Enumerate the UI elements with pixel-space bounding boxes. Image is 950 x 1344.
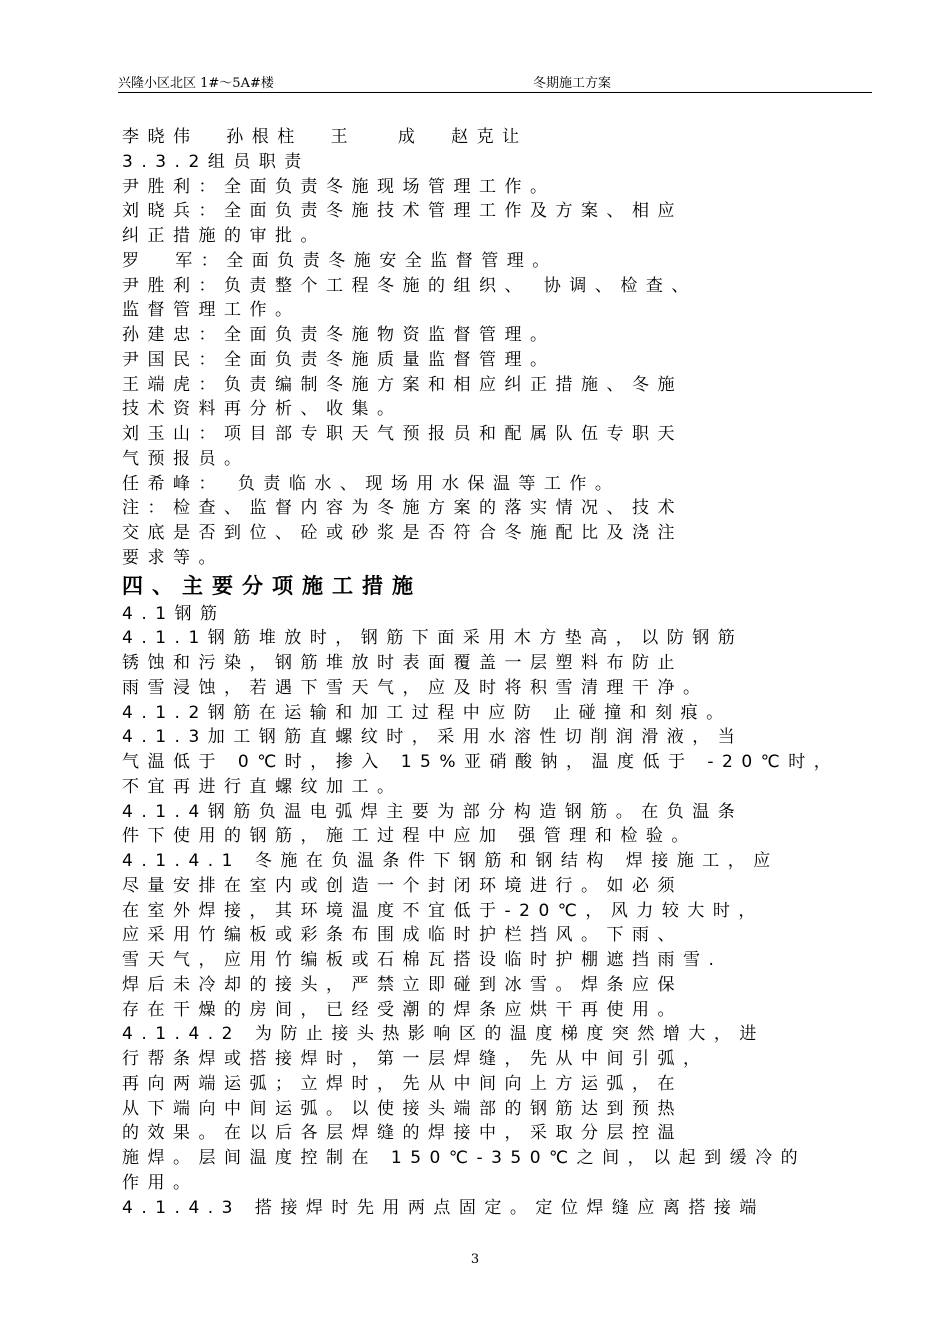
page-number: 3 <box>470 1252 480 1267</box>
section-line: 雨雪浸蚀，若遇下雪天气，应及时将积雪清理干净。 <box>122 677 709 698</box>
section-line: 4.1.3加工钢筋直螺纹时，采用水溶性切削润滑液，当 <box>122 727 744 748</box>
body-line: 纠正措施的审批。 <box>122 226 326 246</box>
section-line: 不宜再进行直螺纹加工。 <box>122 776 403 797</box>
section-line: 气温低于 0℃时，掺入 15%亚硝酸钠，温度低于 -20℃时， <box>122 752 840 772</box>
section-line: 的效果。在以后各层焊缝的焊接中，采取分层控温 <box>122 1123 683 1144</box>
body-line: 技术资料再分析、收集。 <box>122 399 403 420</box>
section-line: 4.1.1钢筋堆放时，钢筋下面采用木方垫高，以防钢筋 <box>122 628 744 649</box>
body-line: 注：检查、监督内容为冬施方案的落实情况、技术 <box>122 498 683 519</box>
body-line: 罗 军：全面负责冬施安全监督管理。 <box>122 250 558 271</box>
body-line: 任希峰： 负责临水、现场用水保温等工作。 <box>122 473 621 494</box>
section-heading: 四、主要分项施工措施 <box>122 573 422 598</box>
body-line: 要求等。 <box>122 547 224 568</box>
section-line: 尽量安排在室内或创造一个封闭环境进行。如必须 <box>122 875 683 896</box>
section-line: 焊后未冷却的接头，严禁立即碰到冰雪。焊条应保 <box>122 974 683 995</box>
body-line: 王端虎：负责编制冬施方案和相应纠正措施、冬施 <box>122 374 683 395</box>
section-line: 再向两端运弧；立焊时，先从中间向上方运弧，在 <box>122 1073 683 1094</box>
body-line: 尹胜利：负责整个工程冬施的组织、 协调、检查、 <box>122 275 697 296</box>
page-header <box>118 70 872 93</box>
body-line: 尹胜利：全面负责冬施现场管理工作。 <box>122 176 556 197</box>
section-line: 4.1.4钢筋负温电弧焊主要为部分构造钢筋。在负温条 <box>122 801 744 822</box>
section-line: 4.1.4.1 冬施在负温条件下钢筋和钢结构 焊接施工，应 <box>122 851 779 871</box>
header-document-title: 冬期施工方案 <box>533 76 612 91</box>
section-line: 4.1.2钢筋在运输和加工过程中应防 止碰撞和刻痕。 <box>122 702 732 723</box>
section-line: 施焊。层间温度控制在 150℃-350℃之间，以起到缓冷的 <box>122 1148 807 1168</box>
document-body <box>122 125 872 1220</box>
body-line: 交底是否到位、砼或砂浆是否符合冬施配比及浇注 <box>122 523 683 543</box>
section-line: 雪天气，应用竹编板或石棉瓦搭设临时护棚遮挡雨雪. <box>122 950 723 970</box>
body-line: 孙建忠：全面负责冬施物资监督管理。 <box>122 325 556 345</box>
section-line: 应采用竹编板或彩条布围成临时护栏挡风。下雨、 <box>122 925 683 946</box>
section-line: 在室外焊接，其环境温度不宜低于-20℃，风力较大时， <box>122 900 764 921</box>
header-project-name: 兴隆小区北区 1#～5A#楼 <box>118 76 274 91</box>
body-line: 监督管理工作。 <box>122 300 301 321</box>
section-line: 件下使用的钢筋，施工过程中应加 强管理和检验。 <box>122 826 697 847</box>
section-line: 作用。 <box>122 1172 199 1193</box>
section-line: 存在干燥的房间，已经受潮的焊条应烘干再使用。 <box>122 999 683 1020</box>
section-line: 4.1钢筋 <box>122 603 226 624</box>
body-line: 3.3.2组员职责 <box>122 151 310 172</box>
body-line: 刘晓兵：全面负责冬施技术管理工作及方案、相应 <box>122 201 683 222</box>
section-line: 4.1.4.3 搭接焊时先用两点固定。定位焊缝应离搭接端 <box>122 1197 765 1218</box>
body-line: 刘玉山：项目部专职天气预报员和配属队伍专职天 <box>122 424 683 444</box>
body-line: 李晓伟 孙根柱 王 成 赵克让 <box>122 127 528 147</box>
body-line: 气预报员。 <box>122 448 250 469</box>
section-line: 锈蚀和污染，钢筋堆放时表面覆盖一层塑料布防止 <box>122 653 683 673</box>
section-line: 从下端向中间运弧。以使接头端部的钢筋达到预热 <box>122 1098 683 1119</box>
body-line: 尹国民：全面负责冬施质量监督管理。 <box>122 349 556 370</box>
section-line: 4.1.4.2 为防止接头热影响区的温度梯度突然增大，进 <box>122 1024 765 1045</box>
section-line: 行帮条焊或搭接焊时，第一层焊缝，先从中间引弧， <box>122 1049 709 1069</box>
